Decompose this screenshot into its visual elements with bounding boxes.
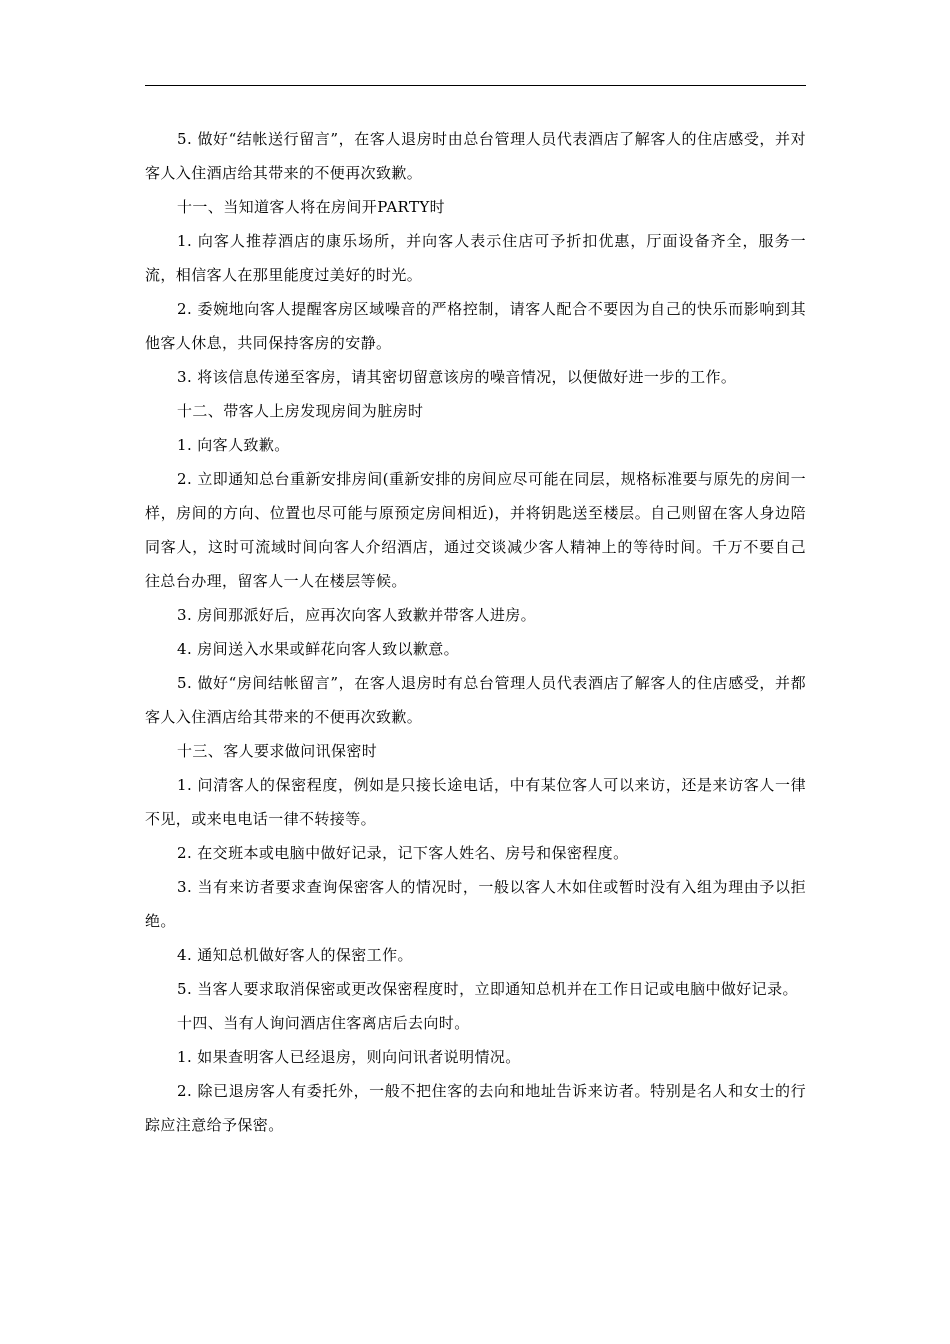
section-heading: 十四、当有人询问酒店住客离店后去向时。: [177, 1014, 470, 1032]
paragraph: 3. 当有来访者要求查询保密客人的情况时，一般以客人木如住或暂时没有入组为理由予以拒绝。: [145, 878, 806, 930]
document-body: [145, 122, 806, 1142]
paragraph: 1. 如果查明客人已经退房，则向问讯者说明情况。: [177, 1048, 521, 1066]
header-rule: [145, 85, 806, 86]
paragraph: 2. 在交班本或电脑中做好记录，记下客人姓名、房号和保密程度。: [177, 844, 629, 862]
paragraph: 2. 除已退房客人有委托外，一般不把住客的去向和地址告诉来访者。特别是名人和女士的行踪应注意给予保密。: [145, 1082, 806, 1134]
paragraph: 4. 房间送入水果或鲜花向客人致以歉意。: [177, 640, 460, 658]
section-heading: 十二、带客人上房发现房间为脏房时: [177, 402, 424, 420]
paragraph: 4. 通知总机做好客人的保密工作。: [177, 946, 413, 964]
paragraph: 1. 向客人推荐酒店的康乐场所，并向客人表示住店可予折扣优惠，厅面设备齐全，服务一流，相信客人在那里能度过美好的时光。: [145, 232, 806, 284]
section-heading: 十一、当知道客人将在房间开PARTY时: [177, 198, 446, 216]
section-heading: 十三、客人要求做问讯保密时: [177, 742, 378, 760]
paragraph: 1. 问清客人的保密程度，例如是只接长途电话，中有某位客人可以来访，还是来访客人一律不见，或来电电话一律不转接等。: [145, 776, 806, 828]
paragraph: 5. 做好“房间结帐留言”，在客人退房时有总台管理人员代表酒店了解客人的住店感受，并都客人入住酒店给其带来的不便再次致歉。: [145, 674, 806, 726]
paragraph: 1. 向客人致歉。: [177, 436, 290, 454]
paragraph: 2. 立即通知总台重新安排房间(重新安排的房间应尽可能在同层，规格标准要与原先的房间一样，房间的方向、位置也尽可能与原预定房间相近)，并将钥匙送至楼层。自己则留在客人身边陪同客人，这时可流域时间向客人介绍酒店，通过交谈减少客人精神上的等待时间。千万不要自己往总台办理，留客人一人在楼层等候。: [145, 470, 806, 590]
paragraph: 2. 委婉地向客人提醒客房区域噪音的严格控制，请客人配合不要因为自己的快乐而影响到其他客人休息，共同保持客房的安静。: [145, 300, 806, 352]
paragraph: 3. 将该信息传递至客房，请其密切留意该房的噪音情况，以便做好进一步的工作。: [177, 368, 737, 386]
paragraph: 5. 做好“结帐送行留言”，在客人退房时由总台管理人员代表酒店了解客人的住店感受，并对客人入住酒店给其带来的不便再次致歉。: [145, 130, 806, 182]
paragraph: 3. 房间那派好后，应再次向客人致歉并带客人进房。: [177, 606, 537, 624]
paragraph: 5. 当客人要求取消保密或更改保密程度时，立即通知总机并在工作日记或电脑中做好记录。: [177, 980, 798, 998]
